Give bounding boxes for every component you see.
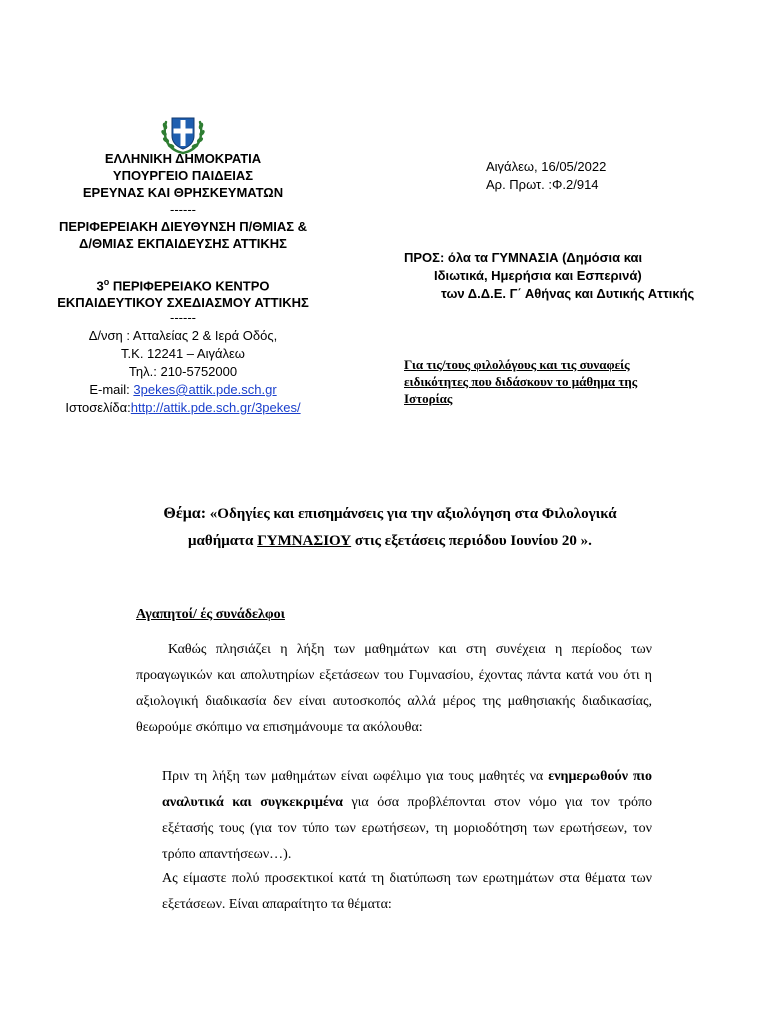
postal-line: Τ.Κ. 12241 – Αιγάλεω bbox=[121, 346, 245, 361]
document-meta bbox=[486, 158, 606, 194]
subject-line2 bbox=[100, 528, 680, 555]
target-line: Ιστορίας bbox=[404, 391, 453, 406]
sender-line: Δ/ΘΜΙΑΣ ΕΚΠΑΙΔΕΥΣΗΣ ΑΤΤΙΚΗΣ bbox=[79, 236, 287, 251]
place-date: Αιγάλεω, 16/05/2022 bbox=[486, 159, 607, 174]
separator: ------ bbox=[170, 202, 196, 217]
center-name-text: ΠΕΡΙΦΕΡΕΙΑΚΟ ΚΕΝΤΡΟ bbox=[109, 278, 270, 294]
subject-underlined-text: ΓΥΜΝΑΣΙΟΥ bbox=[257, 533, 352, 549]
target-audience bbox=[404, 356, 704, 407]
email-link[interactable]: 3pekes@attik.pde.sch.gr bbox=[133, 382, 277, 397]
website-label: Ιστοσελίδα: bbox=[65, 400, 131, 415]
subject-block bbox=[100, 500, 680, 555]
sender-contact-block bbox=[40, 309, 326, 417]
center-name-line2: ΕΚΠΑΙΔΕΥΤΙΚΟΥ ΣΧΕΔΙΑΣΜΟΥ ΑΤΤΙΚΗΣ bbox=[57, 295, 309, 311]
target-line: Για τις/τους φιλολόγους και τις συναφείς bbox=[404, 357, 630, 372]
protocol-number: Αρ. Πρωτ. :Φ.2/914 bbox=[486, 177, 599, 192]
sender-line: ΕΡΕΥΝΑΣ ΚΑΙ ΘΡΗΣΚΕΥΜΑΤΩΝ bbox=[82, 185, 284, 200]
recipients-line3: των Δ.Δ.Ε. Γ΄ Αθήνας και Δυτικής Αττικής bbox=[441, 286, 695, 301]
subject-label: Θέμα: bbox=[163, 505, 207, 522]
body-paragraph-2 bbox=[162, 764, 652, 868]
subject-text: μαθήματα bbox=[188, 533, 258, 549]
center-superscript: ο bbox=[103, 277, 110, 287]
body-paragraph-3: Ας είμαστε πολύ προσεκτικοί κατά τη διατύπωση των ερωτημάτων στα θέματα των εξετάσεων. Είναι απαραίτητο τα θέματα: bbox=[162, 871, 652, 912]
separator: ------ bbox=[170, 310, 196, 325]
center-name-line1 bbox=[40, 274, 326, 294]
recipients-line2: Ιδιωτικά, Ημερήσια και Εσπερινά) bbox=[434, 268, 642, 283]
email-line bbox=[40, 381, 326, 399]
paragraph-text: Πριν τη λήξη των μαθημάτων είναι ωφέλιμο για τους μαθητές να bbox=[162, 769, 549, 784]
website-link[interactable]: http://attik.pde.sch.gr/3pekes/ bbox=[130, 400, 301, 415]
address-line: Δ/νση : Ατταλείας 2 & Ιερά Οδός, bbox=[88, 328, 278, 343]
sender-center-block bbox=[40, 274, 326, 311]
recipients-line1: ΠΡΟΣ: όλα τα ΓΥΜΝΑΣΙΑ (Δημόσια και bbox=[404, 250, 643, 265]
target-line: ειδικότητες που διδάσκουν το μάθημα της bbox=[404, 374, 638, 389]
email-label: E-mail: bbox=[89, 382, 134, 397]
sender-ministry-block bbox=[40, 150, 326, 252]
subject-line1 bbox=[100, 500, 680, 528]
subject-text: στις εξετάσεις περιόδου Ιουνίου 20 ». bbox=[351, 533, 592, 549]
subject-text: «Οδηγίες και επισημάνσεις για την αξιολόγηση στα Φιλολογικά bbox=[206, 506, 617, 522]
phone-line: Τηλ.: 210-5752000 bbox=[128, 364, 238, 379]
sender-line: ΥΠΟΥΡΓΕΙΟ ΠΑΙΔΕΙΑΣ bbox=[112, 168, 254, 183]
paragraph-bold-text: ενημερωθούν πιο αναλυτικά και συγκεκριμένα bbox=[162, 769, 653, 810]
sender-line: ΠΕΡΙΦΕΡΕΙΑΚΗ ΔΙΕΥΘΥΝΣΗ Π/ΘΜΙΑΣ & bbox=[58, 219, 308, 234]
website-line bbox=[40, 399, 326, 417]
sender-line: ΕΛΛΗΝΙΚΗ ΔΗΜΟΚΡΑΤΙΑ bbox=[104, 151, 262, 166]
paragraph-text: για όσα προβλέπονται στον νόμο για τον τρόπο εξέτασής τους (για τον τύπο των ερωτήσεων, τη μοριοδότηση των ερωτήσεων, τον τρόπο απαντήσεων…). bbox=[162, 795, 653, 862]
greeting: Αγαπητοί/ ές συνάδελφοι bbox=[136, 607, 285, 622]
center-number: 3 bbox=[96, 278, 104, 294]
body-paragraph-1: Καθώς πλησιάζει η λήξη των μαθημάτων και στη συνέχεια η περίοδος των προαγωγικών και απολυτηρίων εξετάσεων του Γυμνασίου, έχοντας πάντα κατά νου ότι η αξιολογική διαδικασία δεν είναι αυτοσκοπός αλλά μέρος της μαθησιακής διαδικασίας, θεωρούμε σκόπιμο να επισημάνουμε τα ακόλουθα: bbox=[136, 642, 652, 735]
